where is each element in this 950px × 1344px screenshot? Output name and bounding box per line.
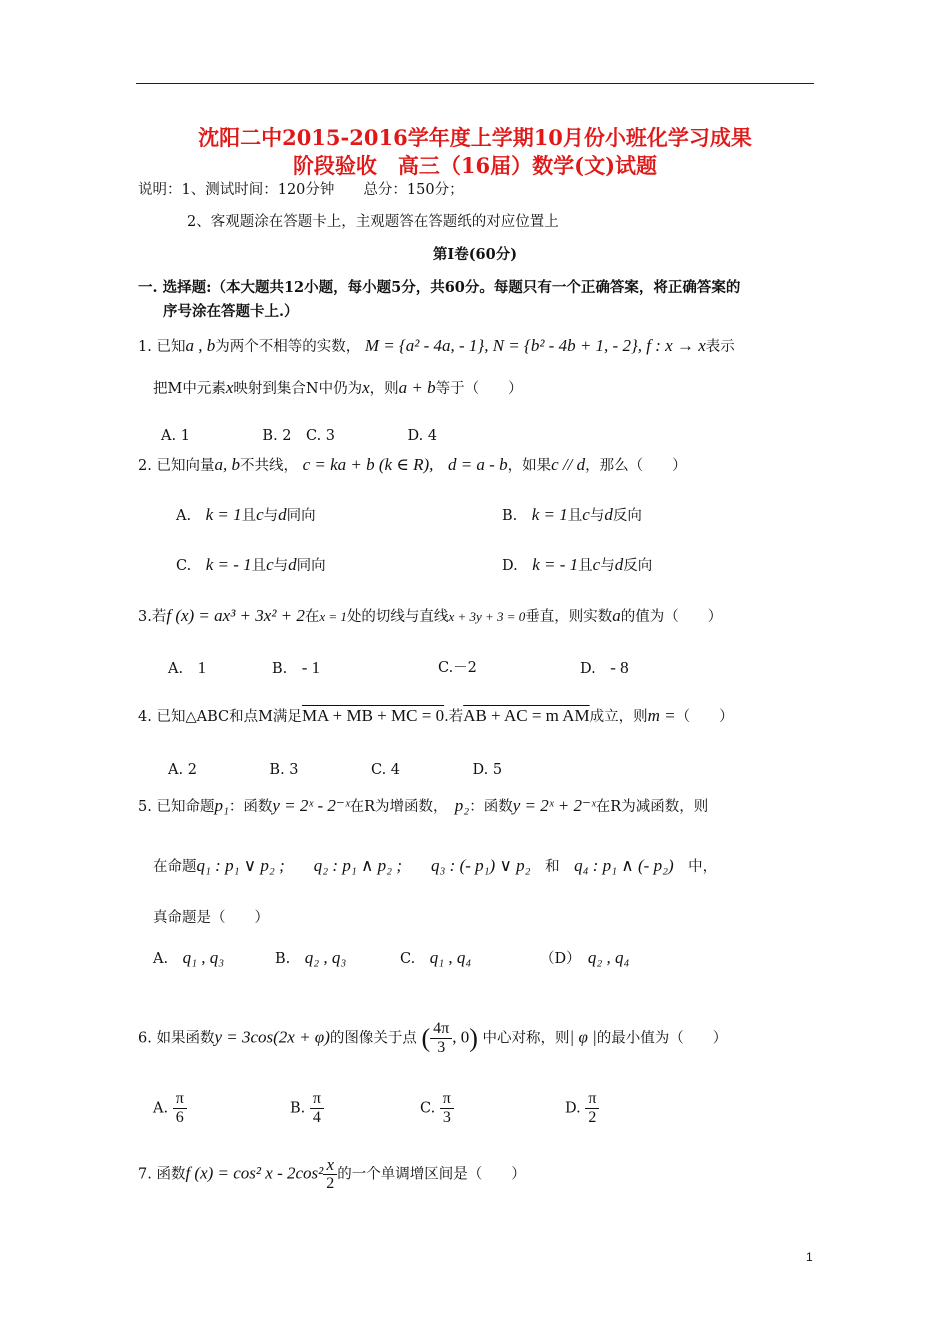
question-6-option-c: C. $\frac{\pi}{3}$: [420, 1090, 454, 1127]
question-2-line1: 2. 已知向量a, b不共线， c = ka + b (k ∈ R), d = a - b，如果c // d，那么（ ）: [138, 455, 687, 474]
question-1-line1: 1. 已知a , b为两个不相等的实数， M = {a² - 4a, - 1}, N = {b² - 4b + 1, - 2}, f : x → x表示: [138, 336, 735, 355]
question-5-option-a: A. q₁ , q₃: [153, 948, 225, 967]
question-7-line1: 7. 函数f (x) = cos² x - 2cos² $\frac{x}{2}$ 的一个单调增区间是（ ）: [138, 1155, 526, 1192]
exam-title-line2: 阶段验收 高三（16届）数学(文)试题: [292, 153, 658, 178]
question-4-line1: 4. 已知△ABC和点M满足MA + MB + MC = 0.若AB + AC = m AM成立，则m =（ ）: [138, 706, 734, 725]
question-6-option-d: D. $\frac{\pi}{2}$: [565, 1090, 599, 1127]
question-5-option-b: B. q₂ , q₃: [275, 948, 347, 967]
section-heading: 一. 选择题:（本大题共12小题，每小题5分，共60分。每题只有一个正确答案，将正确答案的: [138, 279, 741, 296]
question-3-option-c: C.－2: [438, 660, 477, 676]
section-heading-cont: 序号涂在答题卡上.）: [163, 303, 299, 320]
header-rule: [136, 83, 814, 84]
question-2-option-b: B. k = 1且c与d反向: [502, 505, 642, 524]
question-6-line1: 6. 如果函数y = 3cos(2x + φ)的图像关于点 ( $\frac{4\pi}{3}$ , 0) 中心对称，则| φ |的最小值为（ ）: [138, 1020, 728, 1056]
question-5-option-c: C. q₁ , q₄: [400, 948, 472, 967]
page-number: 1: [806, 1250, 813, 1264]
question-3-option-a: A. 1: [168, 658, 207, 677]
question-5-line1: 5. 已知命题p₁：函数y = 2ˣ - 2⁻ˣ在R为增函数， p₂：函数y = 2ˣ + 2⁻ˣ在R为减函数，则: [138, 796, 709, 815]
question-2-option-a: A. k = 1且c与d同向: [176, 505, 316, 524]
question-6-option-a: A. $\frac{\pi}{6}$: [153, 1090, 187, 1127]
question-3-option-b: B. - 1: [272, 658, 321, 677]
question-1-line2: 把M中元素x映射到集合N中仍为x，则a + b等于（ ）: [153, 378, 523, 397]
question-4-options: A. 2 B. 3 C. 4 D. 5: [168, 762, 503, 778]
question-6-option-b: B. $\frac{\pi}{4}$: [290, 1090, 324, 1127]
question-2-option-c: C. k = - 1且c与d同向: [176, 555, 326, 574]
instruction-2: 2、客观题涂在答题卡上，主观题答在答题纸的对应位置上: [187, 214, 559, 230]
question-2-option-d: D. k = - 1且c与d反向: [502, 555, 653, 574]
question-5-option-d: （D） q₂ , q₄: [540, 948, 630, 967]
question-1-options: A. 1 B. 2 C. 3 D. 4: [161, 428, 438, 444]
instruction-1: 说明：1、测试时间：120分钟 总分：150分；: [138, 182, 464, 198]
question-5-line2: 在命题q₁ : p₁ ∨ p₂ ; q₂ : p₁ ∧ p₂ ; q₃ : (- p₁) ∨ p₂ 和 q₄ : p₁ ∧ (- p₂) 中，: [153, 856, 718, 875]
question-3-line1: 3.若f (x) = ax³ + 3x² + 2在x = 1处的切线与直线x + 3y + 3 = 0垂直，则实数a的值为（ ）: [138, 606, 723, 625]
part-title: 第Ⅰ卷(60分): [432, 246, 518, 263]
question-3-option-d: D. - 8: [580, 658, 629, 677]
exam-title-line1: 沈阳二中2015-2016学年度上学期10月份小班化学习成果: [198, 125, 752, 150]
point-fraction: $\frac{4\pi}{3}$: [430, 1020, 452, 1057]
question-5-line3: 真命题是（ ）: [153, 910, 269, 926]
